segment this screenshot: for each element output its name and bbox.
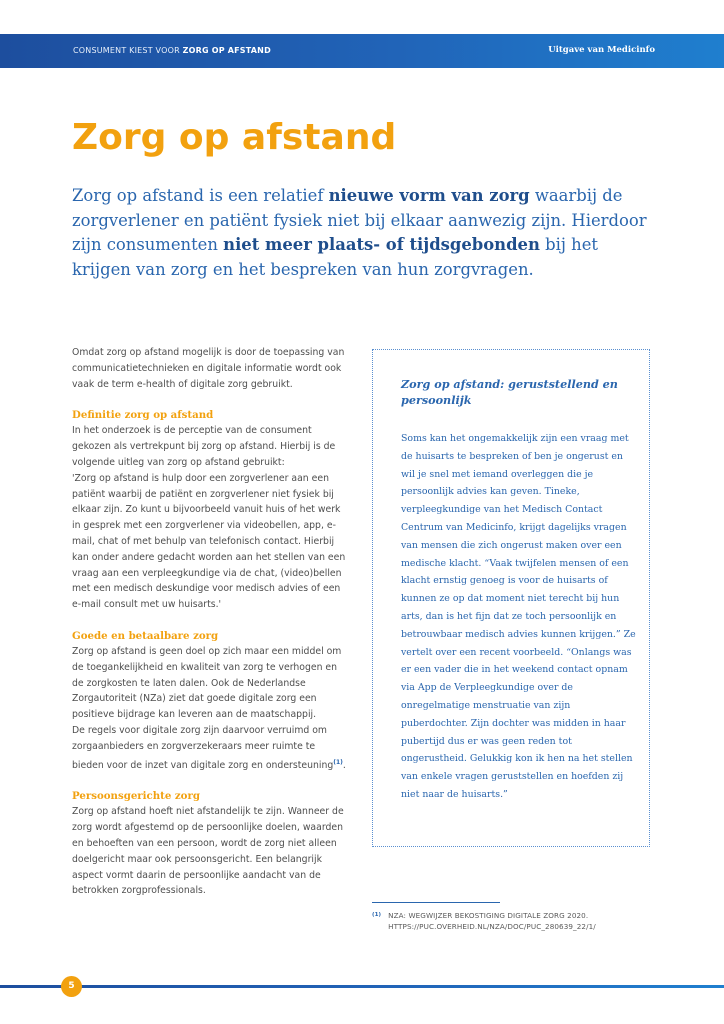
header-publisher: Uitgave van Medicinfo	[548, 45, 655, 55]
intro-text-3: bij het krijgen van zorg en het bespreken van hun zorgvragen.	[72, 235, 598, 279]
quote-box	[372, 349, 650, 847]
header-bar	[0, 34, 724, 68]
persoonsgerichte-paragraph: Zorg op afstand hoeft niet afstandelijk te zijn. Wanneer de zorg wordt afgestemd op de persoonlijke doelen, waarden en behoeften van een persoon, wordt de zorg niet alleen doelgericht maar ook persoonsgericht. Een belangrijk aspect vormt daarin de persoonlijke aandacht van de betrokken zorgprofessionals.	[72, 806, 344, 897]
definitie-paragraph: In het onderzoek is de perceptie van de consument gekozen als vertrekpunt bij zorg op afstand. Hierbij is de volgende uitleg van zorg op afstand gebruikt:	[72, 425, 336, 468]
intro-bold-1: nieuwe vorm van zorg	[328, 186, 530, 205]
definitie-quote: 'Zorg op afstand is hulp door een zorgverlener aan een patiënt waarbij de patiënt en zorgverlener niet fysiek bij elkaar zijn. Zo kunt u bijvoorbeeld vanuit huis of het werk in gesprek met een zorgverlener via videobellen, app, e-mail, chat of met behulp van telefonisch contact. Hierbij kan onder andere gedacht worden aan het stellen van een vraag aan een verpleegkundige via de chat, (video)bellen met een medisch deskundige voor medisch advies of een e-mail consult met uw huisarts.'	[72, 472, 346, 611]
footnote-divider	[372, 902, 500, 903]
footer-bar	[0, 985, 724, 988]
heading-persoonsgerichte-zorg: Persoonsgerichte zorg	[72, 790, 200, 803]
heading-definitie: Definitie zorg op afstand	[72, 409, 214, 422]
footnote-ref: (1)	[333, 758, 343, 766]
intro-text-2: waarbij de zorgverlener en patiënt fysiek niet bij elkaar aanwezig zijn. Hierdoor zijn consumenten	[72, 186, 647, 254]
box-body: Soms kan het ongemakkelijk zijn een vraag met de huisarts te bespreken of ben je ongerust en wil je snel met iemand overleggen die je persoonlijk advies kan geven. Tineke, verpleegkundige van het Medisch Contact Centrum van Medicinfo, krijgt dagelijks vragen van mensen die zich ongerust maken over een medische klacht. “Vaak twijfelen mensen of een klacht ernstig genoeg is voor de huisarts of kunnen ze op dat moment niet terecht bij hun arts, dan is het fijn dat ze toch persoonlijk en betrouwbaar medisch advies kunnen krijgen.” Ze vertelt over een recent voorbeeld. “Onlangs was er een vader die in het weekend contact opnam via App de Verpleegkundige over de onregelmatige menstruatie van zijn puberdochter. Zijn dochter was midden in haar pubertijd dus er was geen reden tot ongerustheid. Gelukkig kon ik hen na het stellen van enkele vragen geruststellen en hoefden zij niet naar de huisarts.”	[401, 433, 636, 800]
header-section-title	[73, 46, 271, 55]
intro-bold-2: niet meer plaats- of tijdsgebonden	[223, 235, 540, 254]
footnote-text: NZA: WEGWIJZER BEKOSTIGING DIGITALE ZORG 2020. HTTPS://PUC.OVERHEID.NL/NZA/DOC/PUC_280639_22/1/	[388, 911, 596, 931]
heading-goede-zorg: Goede en betaalbare zorg	[72, 629, 219, 642]
goede-zorg-text: De regels voor digitale zorg zijn daarvoor verruimd om zorgaanbieders en zorgverzekeraars meer ruimte te bieden voor de inzet van digitale zorg en ondersteuning	[72, 724, 334, 771]
left-column	[72, 345, 347, 899]
intro-paragraph	[72, 184, 662, 282]
goede-zorg-paragraph-2	[72, 723, 347, 773]
footnote-mark: (1)	[372, 912, 382, 918]
page-number-badge: 5	[61, 976, 82, 997]
intro-text-1: Zorg op afstand is een relatief	[72, 186, 329, 205]
footnote	[372, 910, 662, 932]
box-title: Zorg op afstand: geruststellend en persoonlijk	[401, 377, 618, 407]
page-title: Zorg op afstand	[72, 117, 397, 158]
header-prefix: CONSUMENT KIEST VOOR	[73, 46, 180, 55]
left-intro-paragraph: Omdat zorg op afstand mogelijk is door de toepassing van communicatietechnieken en digitale informatie wordt ook vaak de term e-health of digitale zorg gebruikt.	[72, 347, 345, 390]
header-bold: ZORG OP AFSTAND	[182, 46, 271, 55]
goede-zorg-end: .	[342, 759, 346, 771]
goede-zorg-paragraph: Zorg op afstand is geen doel op zich maar een middel om de toegankelijkheid en kwaliteit van zorg te verhogen en de zorgkosten te laten dalen. Ook de Nederlandse Zorgautoriteit (NZa) ziet dat goede digitale zorg een positieve bijdrage kan leveren aan de maatschappij.	[72, 645, 342, 721]
